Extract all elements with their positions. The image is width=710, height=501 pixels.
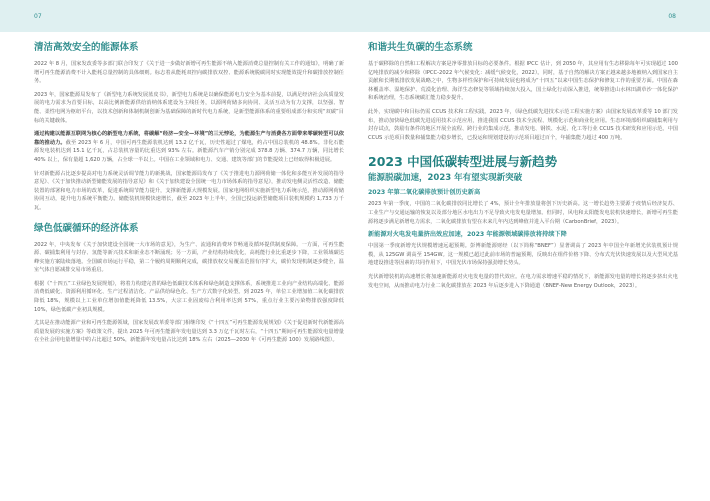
paragraph: 2022 年 8 月，国家发改委等多部门联合印发了《关于进一步做好新增可再生能源不纳入能源消费总量控制有关工作的通知》，明确了新增可再生能源消费不计入能耗总量控制的具体细则。标志着从能耗双控向碳排放双控、能源系统脱碳同时实现能效提升和碳排放控制任务。 [34, 61, 344, 85]
chapter-subtitle: 能源脱碳加速，2023 年有望实现新突破 [368, 173, 523, 184]
paragraph-lead-bold: 通过构建以能源互联网为核心的新型电力系统，将碳解“经济—安全—环境”的三元悖论，为能源生产与消费各方面带来零碳转型可以依靠的推动力。 [34, 131, 344, 146]
paragraph: 中国第一季度新增光伏规模增速远超预期。彭博新能源财经（以下简称“BNEF”）显著调高了 2023 年中国全年新增光伏装机预计规模，从 125GW 调高至 154GW。这一规模已超过此前市场的普遍预期，反映出在组件价格下降、分布式光伏快速发展以及大型风光基地建设推进等因素的共同作用下，中国光伏市场保持强劲增长势头。 [368, 243, 678, 267]
left-column [34, 32, 344, 350]
paragraph: 基于碳移除的自然和工程解决方案是净零排放目标的必要条件。根据 IPCC 估计，到 2050 年，其应用有生态移除每年可实现超过 100 亿吨排放的减少和移除（IPCC-2022 年气候变化：减缓气候变化，2022）。同时，基于自然的解决方案正越来越多地被纳入到国家自主贡献和长期低排放发展战略之中，生物多样性保护和可持续发展也将成为“十四五”以来中国生态保护和修复工作的重要方面。中国在森林覆盖率、湿地保护、荒漠化治理、海洋生态修复等领域持续加大投入，国土绿化行动深入推进，统筹推进山水林田湖草沙一体化保护和系统治理，生态系统碳汇能力稳步提升。 [368, 61, 678, 102]
page-number-left: 07 [34, 13, 42, 20]
right-column [368, 32, 678, 295]
chapter-title: 2023 中国低碳转型进展与新趋势 [368, 154, 558, 170]
paragraph: 光伏新增装机的高速增长将加速新能源对火电发电量的替代效应。在电力需求增速平稳的情况下，新能源发电量的增长将逐步挤出火电发电空间，从而推动电力行业二氧化碳排放在 2023 年后逐步进入下降通道（BNEF-New Energy Outlook，2023）。 [368, 273, 678, 289]
paragraph: 此外，实现碳中和目标仍需 CCUS 技术和工程实践。2023 年，《绿色低碳先进技术示范工程实施方案》由国家发展改革委等 10 部门发布，推动加快绿色低碳先进适用技术示范应用，推进我国 CCUS 技术全流程、规模化示范和商业化应用。生态环境部组织碳捕集利用与封存试点，鼓励有条件的地区开展全流程、跨行业的集成示范，推动发电、钢铁、水泥、化工等行业 CCUS 技术研发和应用示范。中国 CCUS 示范项目数量和捕集能力稳步增长，已投运和规划建设的示范项目超过百个，年捕集能力超过 400 万吨。 [368, 108, 678, 141]
subsection-title-emissions-peak: 2023 年第二氧化碳排放预计创历史新高 [368, 189, 481, 197]
paragraph: 2023 年第一季度，中国的二氧化碳排放同比增长了 4%，预计全年排放量将创下历史新高。这一增长趋势主要源于疫情后经济复苏、工业生产与交通运输的恢复以及部分地区水电出力不足导致火电发电量增加。但同时，风电和太阳能发电装机快速增长，新增可再生能源将逐步满足新增电力需求，二氧化碳排放有望在未来几年内达到峰值并进入平台期（CarbonBrief，2023）。 [368, 201, 678, 225]
section-title-economy-system: 绿色低碳循环的经济体系 [34, 222, 139, 234]
subsection-title-renewables-displacement: 新能源对火电发电量挤出效应加速，2023 年能源领域碳排放将持续下降 [368, 231, 567, 239]
paragraph-with-lead [34, 130, 344, 164]
paragraph-body: 截至 2023 年 6 月，中国可再生能源装机达到 13.2 亿千瓦，历史性超过了煤电，约占中国总装机的 48.8%。非化石能源发电装机达到 15.1 亿千瓦，占总装机容量的比重达到 93% 左右。新能源汽车产销分别完成 378.8 万辆、374.7 万辆，同比增长 40% 以上，保有量超 1,620 万辆，占全球一半以上。中国在工业领域和电力、交通、建筑等部门的节能提效上已经取得积极进展。 [34, 139, 344, 163]
paragraph: 2022 年，中央发布《关于加快建设全国统一大市场的意见》，为生产、流通和消费环节畅通及循环提供制度保障。一方面，可再生能源、碳捕集利用与封存、氢能等新兴技术和新业态不断涌现；另一方面，产业结构持续优化，高耗能行业比重逐步下降，工业领域碳达峰实施方案陆续落地。全国碳市场运行平稳，第二个履约周期顺利完成，碳排放权交易覆盖范围有序扩大，碳价发现机制逐步健全，温室气体自愿减排交易市场重启。 [34, 241, 344, 274]
page-header-band [0, 0, 710, 32]
paragraph: 2023 年，国家能源局发布了《新型电力系统发展蓝皮书》，新型电力系统是以确保能源电力安全为基本前提，以满足经济社会高质量发展的电力需求为首要目标，以高比例新能源供给消纳体系建设为主线任务，以源网荷储多向协同、灵活互动为有力支撑，以坚强、智能、柔性电网为枢纽平台，以技术创新和体制机制创新为基础保障的新时代电力系统，是新型能源体系的重要组成部分和实现“双碳”目标的关键载体。 [34, 91, 344, 124]
section-title-energy-system: 清洁高效安全的能源体系 [34, 42, 139, 53]
page-number-right: 08 [668, 13, 676, 20]
paragraph: 针对新能源占比逐步提高对电力系统灵活调节能力的新挑战，国家能源局发布了《关于推进电力源网荷储一体化和多能互补发展的指导意见》、《关于加快推动新型储能发展的指导意见》和《关于加快建设全国统一电力市场体系的指导意见》，推动发电侧灵活性改造、储能装置的部署和电力市场的改革，促进系统调节能力提升，支撑新能源大规模发展。国家电网组织实施新型电力系统示范，推动源网荷储协同互动，提升电力系统平衡能力。储能装机规模快速增长，截至 2023 年上半年，全国已投运新型储能项目装机规模约 1,733 万千瓦。 [34, 170, 344, 211]
paragraph: 根据《“十四五”工业绿色发展规划》，将着力构建完善的绿色低碳技术体系和绿色制造支撑体系，系统推进工业向产业结构高端化、能源消费低碳化、资源利用循环化、生产过程清洁化、产品供给绿色化、生产方式数字化转型。到 2025 年，单位工业增加值二氧化碳排放降低 18%，规模以上工业单位增加值能耗降低 13.5%，大宗工业固废综合利用率达到 57%，重点行业主要污染物排放强度降低 10%，绿色低碳产业初具规模。 [34, 280, 344, 313]
paragraph: 尤其是在推动能源产业和可再生能源领域，国家发展改革委等部门相继印发《“十四五”可再生能源发展规划》《关于促进新时代新能源高质量发展的实施方案》等政策文件，提出 2025 年可再生能源年发电量达到 3.3 万亿千瓦时左右，“十四五”期间可再生能源发电量增量在全社会用电量增量中的占比超过 50%，新能源年发电量占比达到 18% 左右（2025—2030 年《可再生能源 100》发展路线图）。 [34, 320, 344, 344]
section-title-ecosystem: 和谐共生负碳的生态系统 [368, 42, 473, 53]
